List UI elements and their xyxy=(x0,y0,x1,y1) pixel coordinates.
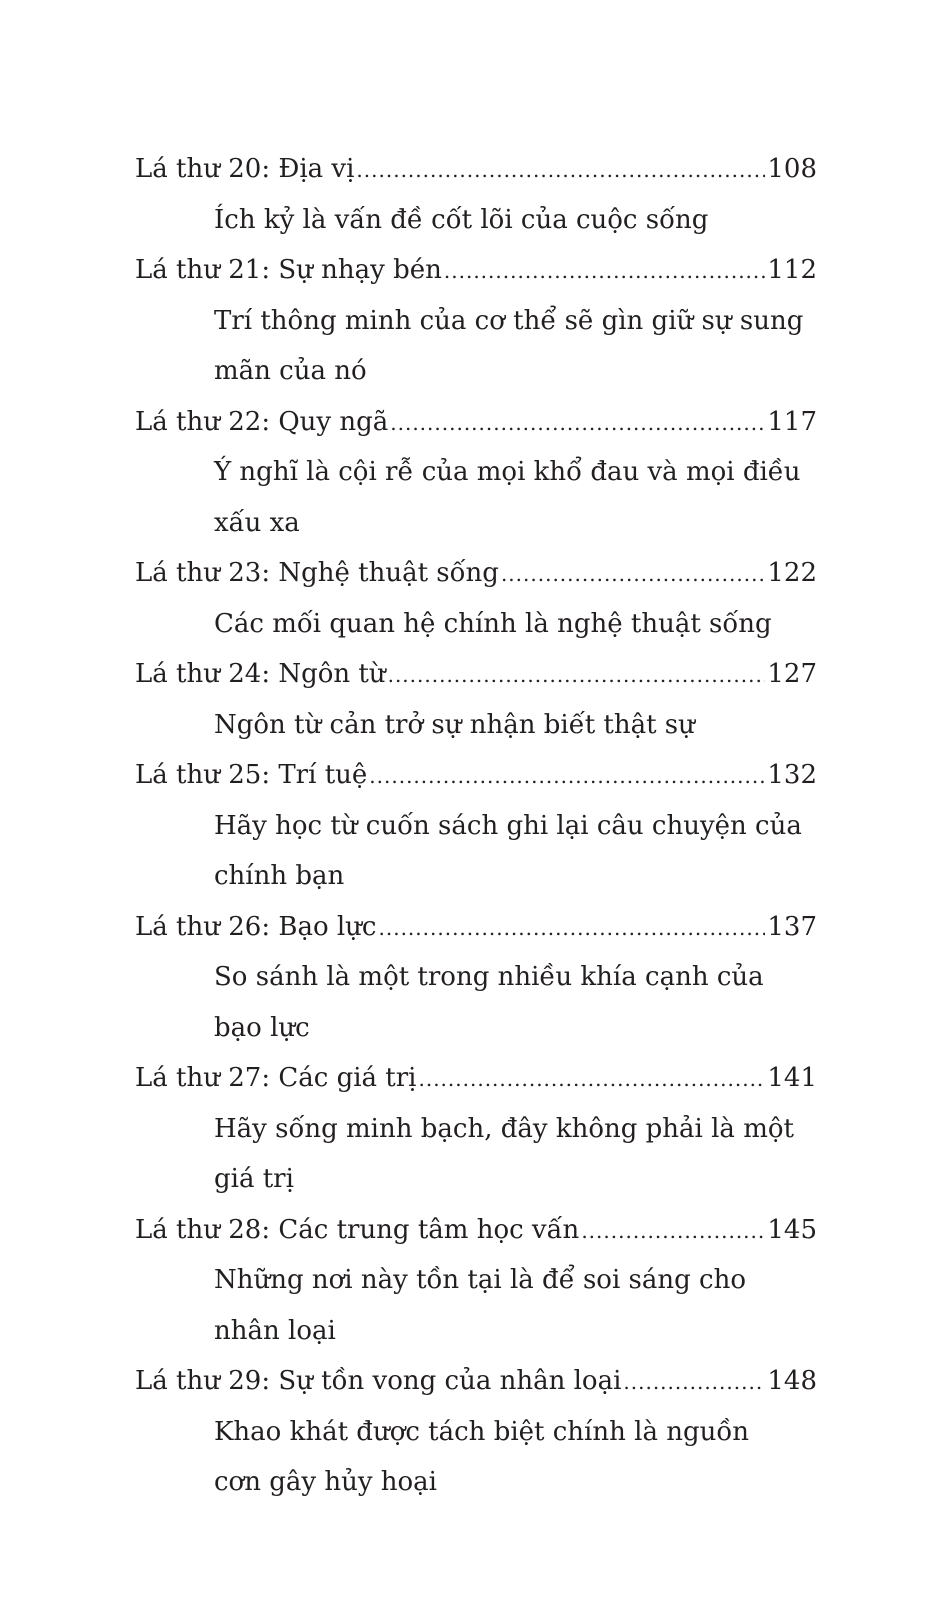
toc-entry-subtitle-line: cơn gây hủy hoại xyxy=(214,1467,437,1497)
toc-entry-subtitle-line: Các mối quan hệ chính là nghệ thuật sống xyxy=(214,608,772,639)
toc-entry[interactable] xyxy=(135,397,817,448)
toc-entry-title: Lá thư 26: Bạo lực xyxy=(135,911,377,942)
toc-entry-title: Lá thư 24: Ngôn từ xyxy=(135,659,386,689)
toc-dot-leader xyxy=(623,1357,765,1408)
toc-entry-title: Lá thư 29: Sự tồn vong của nhân loại xyxy=(135,1366,622,1396)
toc-entry[interactable] xyxy=(135,144,817,195)
toc-entry-page-number: 108 xyxy=(767,154,817,184)
toc-entry-subtitle-line: Khao khát được tách biệt chính là nguồn xyxy=(214,1416,749,1447)
toc-entry-title: Lá thư 25: Trí tuệ xyxy=(135,760,368,790)
toc-dot-leader xyxy=(390,398,765,449)
toc-dot-leader xyxy=(369,751,765,802)
toc-entry[interactable] xyxy=(135,902,817,953)
toc-dot-leader xyxy=(418,1054,765,1105)
toc-entry-title: Lá thư 28: Các trung tâm học vấn xyxy=(135,1214,580,1245)
toc-dot-leader xyxy=(388,650,766,701)
toc-entry-subtitle-line: So sánh là một trong nhiều khía cạnh của xyxy=(214,962,764,992)
toc-entry-subtitle-line: bạo lực xyxy=(214,1012,310,1043)
toc-dot-leader xyxy=(444,246,765,297)
toc-entry-page-number: 148 xyxy=(767,1366,817,1396)
toc-dot-leader xyxy=(356,145,765,196)
toc-entry-subtitle-line: mãn của nó xyxy=(214,356,367,386)
toc-dot-leader xyxy=(581,1206,765,1257)
toc-entry-subtitle xyxy=(135,1255,746,1356)
toc-entry-title: Lá thư 20: Địa vị xyxy=(135,154,355,184)
toc-entry-subtitle-line: giá trị xyxy=(214,1164,294,1194)
toc-entry-subtitle xyxy=(135,700,738,751)
toc-entry-page-number: 137 xyxy=(767,911,817,942)
toc-entry-subtitle-line: Ích kỷ là vấn đề cốt lõi của cuộc sống xyxy=(214,204,709,235)
toc-entry-subtitle-line: Ý nghĩ là cội rễ của mọi khổ đau và mọi điều xyxy=(214,457,801,487)
toc-entry-subtitle xyxy=(135,447,801,548)
toc-entry-subtitle-line: nhân loại xyxy=(214,1315,336,1346)
toc-entry-page-number: 122 xyxy=(767,558,817,588)
toc-entry-subtitle xyxy=(135,801,802,902)
toc-entry-page-number: 127 xyxy=(767,659,817,689)
toc-entry-title: Lá thư 23: Nghệ thuật sống xyxy=(135,558,499,588)
toc-entry-subtitle-line: chính bạn xyxy=(214,861,345,891)
toc-entry[interactable] xyxy=(135,1053,817,1104)
toc-entry-title: Lá thư 27: Các giá trị xyxy=(135,1063,417,1093)
toc-entry-subtitle-line: Hãy sống minh bạch, đây không phải là một xyxy=(214,1113,794,1144)
toc-entry-title: Lá thư 21: Sự nhạy bén xyxy=(135,255,442,285)
toc-entry-title: Lá thư 22: Quy ngã xyxy=(135,406,389,437)
toc-entry[interactable] xyxy=(135,1356,817,1407)
toc-entry-page-number: 141 xyxy=(767,1063,817,1093)
toc-entry-subtitle xyxy=(135,1407,749,1508)
toc-entry[interactable] xyxy=(135,245,817,296)
toc-entry-subtitle xyxy=(135,296,804,397)
toc-entry-page-number: 112 xyxy=(767,255,817,285)
toc-entry-subtitle xyxy=(135,599,772,650)
toc-dot-leader xyxy=(501,549,765,600)
toc-entry-subtitle xyxy=(135,195,738,246)
toc-entry-subtitle-line: xấu xa xyxy=(214,507,300,538)
toc-entry-page-number: 132 xyxy=(767,760,817,790)
toc-entry[interactable] xyxy=(135,649,817,700)
toc-entry-subtitle-line: Trí thông minh của cơ thể sẽ gìn giữ sự sung xyxy=(214,305,804,336)
toc-entry-page-number: 145 xyxy=(767,1214,817,1245)
toc-entry-page-number: 117 xyxy=(767,406,817,437)
toc-entry-subtitle-line: Những nơi này tồn tại là để soi sáng cho xyxy=(214,1265,746,1295)
toc-entry[interactable] xyxy=(135,1205,817,1256)
toc-entry[interactable] xyxy=(135,750,817,801)
toc-entry-subtitle-line: Hãy học từ cuốn sách ghi lại câu chuyện của xyxy=(214,810,802,841)
table-of-contents xyxy=(135,144,817,1508)
toc-dot-leader xyxy=(379,903,766,954)
toc-entry-subtitle-line: Ngôn từ cản trở sự nhận biết thật sự xyxy=(214,709,695,740)
toc-entry-subtitle xyxy=(135,1104,794,1205)
toc-entry-subtitle xyxy=(135,952,764,1053)
toc-entry[interactable] xyxy=(135,548,817,599)
